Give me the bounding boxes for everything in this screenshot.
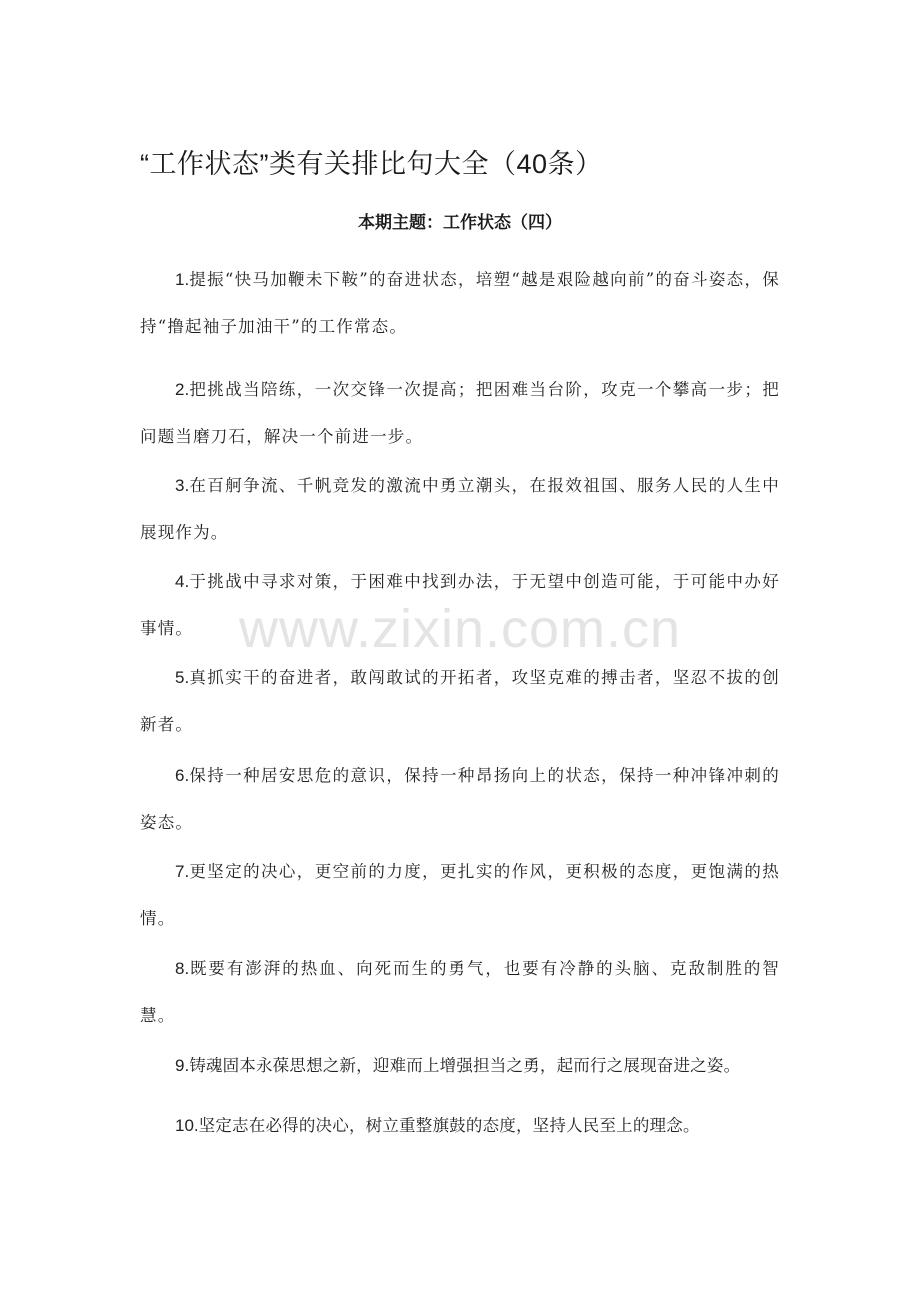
item-text: 于挑战中寻求对策，于困难中找到办法，于无望中创造可能，于可能中办好事情。 — [140, 572, 780, 638]
document-title: “工作状态”类有关排比句大全（40条） — [140, 149, 603, 179]
item-text: 保持一种居安思危的意识，保持一种昂扬向上的状态，保持一种冲锋冲刺的姿态。 — [140, 766, 780, 832]
item-number: 9. — [175, 1056, 190, 1075]
item-number: 1. — [175, 270, 190, 289]
item-number: 10. — [175, 1116, 199, 1135]
list-item — [140, 654, 780, 748]
list-item — [140, 366, 780, 460]
list-item — [140, 462, 780, 556]
list-item — [140, 256, 780, 350]
item-number: 3. — [175, 476, 190, 495]
item-text: 把挑战当陪练，一次交锋一次提高；把困难当台阶，攻克一个攀高一步；把问题当磨刀石，解决一个前进一步。 — [140, 380, 780, 446]
item-number: 8. — [175, 959, 190, 978]
list-item — [140, 752, 780, 846]
item-number: 7. — [175, 862, 190, 881]
document-subtitle: 本期主题：工作状态（四） — [358, 213, 562, 232]
item-text: 更坚定的决心，更空前的力度，更扎实的作风，更积极的态度，更饱满的热情。 — [140, 862, 780, 928]
watermark: www.zixin.com.cn — [238, 599, 682, 659]
item-text: 真抓实干的奋进者，敢闯敢试的开拓者，攻坚克难的搏击者，坚忍不拔的创新者。 — [140, 668, 780, 734]
item-number: 4. — [175, 572, 190, 591]
item-text: 既要有澎湃的热血、向死而生的勇气，也要有冷静的头脑、克敌制胜的智慧。 — [140, 959, 780, 1025]
list-item — [140, 848, 780, 942]
item-text: 提振“快马加鞭未下鞍”的奋进状态，培塑“越是艰险越向前”的奋斗姿态，保持“撸起袖子加油干”的工作常态。 — [140, 270, 780, 336]
item-number: 6. — [175, 766, 190, 785]
item-number: 2. — [175, 380, 190, 399]
item-number: 5. — [175, 668, 190, 687]
list-item — [140, 558, 780, 652]
list-item — [140, 1042, 780, 1089]
item-text: 坚定志在必得的决心，树立重整旗鼓的态度，坚持人民至上的理念。 — [198, 1116, 700, 1135]
item-text: 在百舸争流、千帆竞发的激流中勇立潮头，在报效祖国、服务人民的人生中展现作为。 — [140, 476, 780, 542]
item-text: 铸魂固本永葆思想之新，迎难而上增强担当之勇，起而行之展现奋进之姿。 — [189, 1056, 741, 1075]
list-item — [140, 1102, 780, 1149]
list-item — [140, 945, 780, 1039]
